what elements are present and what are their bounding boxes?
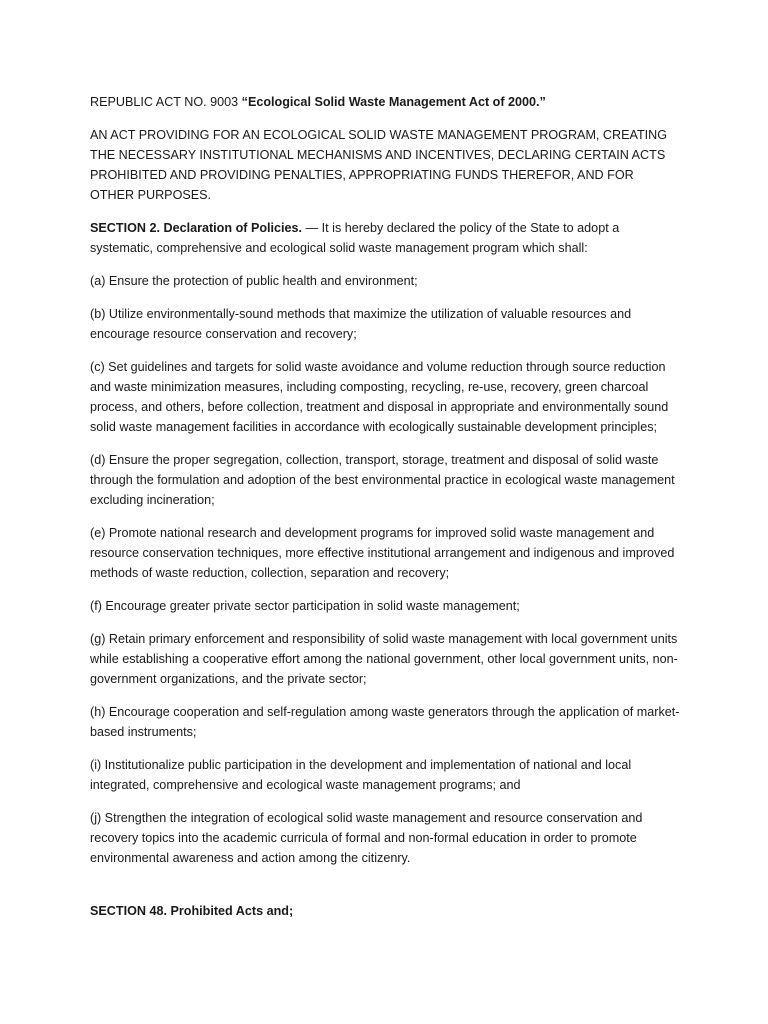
- act-title: “Ecological Solid Waste Management Act of 2000.”: [241, 95, 546, 109]
- section-2-paragraph: [90, 218, 680, 258]
- act-preamble: AN ACT PROVIDING FOR AN ECOLOGICAL SOLID WASTE MANAGEMENT PROGRAM, CREATING THE NECESSARY INSTITUTIONAL MECHANISMS AND INCENTIVES, DECLARING CERTAIN ACTS PROHIBITED AND PROVIDING PENALTIES, APPROPRIATING FUNDS THEREFOR, AND FOR OTHER PURPOSES.: [90, 128, 668, 202]
- section-2-heading: SECTION 2. Declaration of Policies.: [90, 221, 303, 235]
- policy-item-j: (j) Strengthen the integration of ecological solid waste management and resource conservation and recovery topics into the academic curricula of formal and non-formal education in order to promote environmental awareness and action among the citizenry.: [90, 811, 643, 865]
- act-number: REPUBLIC ACT NO. 9003: [90, 95, 242, 109]
- policy-item-c: (c) Set guidelines and targets for solid waste avoidance and volume reduction through source reduction and waste minimization measures, including composting, recycling, re-use, recovery, green charcoal process, and others, before collection, treatment and disposal in appropriate and environmentally sound solid waste management facilities in accordance with ecologically sustainable development principles;: [90, 360, 669, 434]
- policy-item-a: (a) Ensure the protection of public health and environment;: [90, 274, 418, 288]
- policy-item-e: (e) Promote national research and development programs for improved solid waste management and resource conservation techniques, more effective institutional arrangement and indigenous and improved methods of waste reduction, collection, separation and recovery;: [90, 526, 675, 580]
- policy-item-g: (g) Retain primary enforcement and responsibility of solid waste management with local government units while establishing a cooperative effort among the national government, other local government units, non-government organizations, and the private sector;: [90, 632, 678, 686]
- policy-item-h: (h) Encourage cooperation and self-regulation among waste generators through the application of market-based instruments;: [90, 705, 680, 739]
- policy-item-d: (d) Ensure the proper segregation, collection, transport, storage, treatment and disposal of solid waste through the formulation and adoption of the best environmental practice in ecological waste management excluding incineration;: [90, 453, 675, 507]
- policy-item-i: (i) Institutionalize public participation in the development and implementation of national and local integrated, comprehensive and ecological waste management programs; and: [90, 758, 632, 792]
- policy-item-f: (f) Encourage greater private sector participation in solid waste management;: [90, 599, 520, 613]
- section-2-intro: — It is hereby declared the policy of the State to adopt a systematic, comprehensive and ecological solid waste management program which shall:: [90, 221, 620, 255]
- section-48-heading: SECTION 48. Prohibited Acts and;: [90, 904, 294, 918]
- policy-item-b: (b) Utilize environmentally-sound methods that maximize the utilization of valuable resources and encourage resource conservation and recovery;: [90, 307, 632, 341]
- document-page: [90, 92, 680, 934]
- act-title-line: [90, 92, 680, 112]
